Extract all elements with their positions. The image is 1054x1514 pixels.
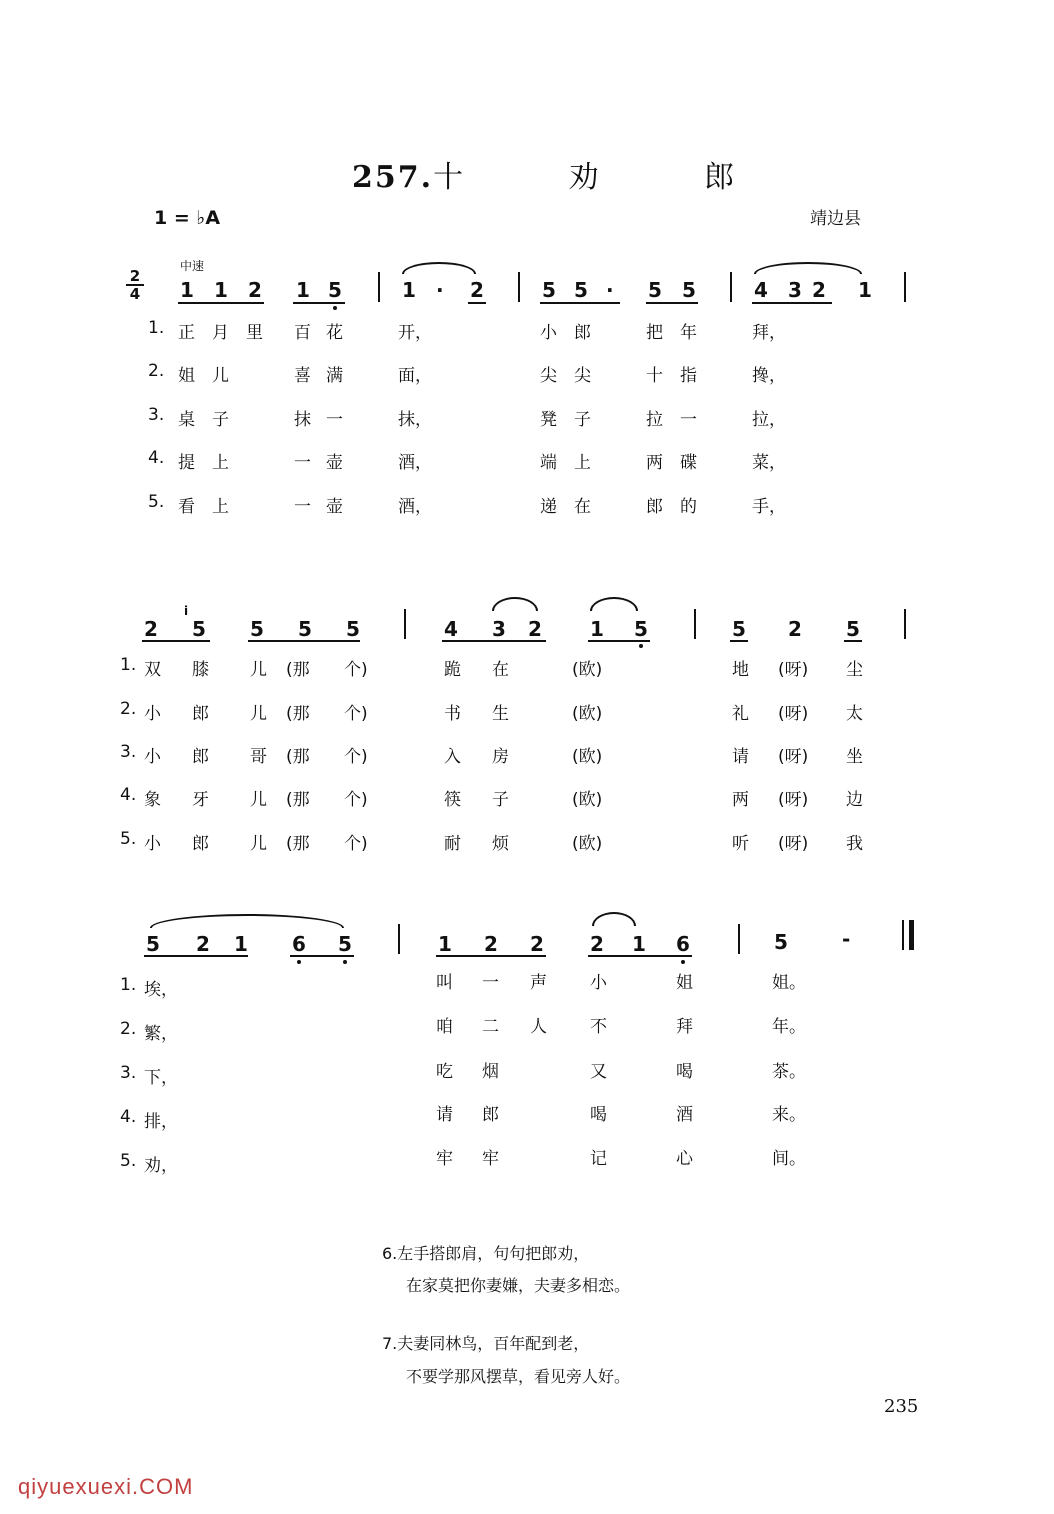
lyric: 把 — [646, 323, 663, 343]
lyric: 听 — [732, 834, 749, 854]
lyric: 排， — [144, 1112, 178, 1132]
lyric: 子 — [212, 410, 229, 430]
note: 5 — [192, 617, 206, 641]
lyric: (那 — [286, 790, 310, 810]
lyric: 姐 — [676, 973, 693, 993]
lyric: 象 — [144, 790, 161, 810]
lyric: 拜 — [676, 1017, 693, 1037]
lyric: 壶 — [326, 453, 343, 473]
lyric: 年。 — [772, 1017, 806, 1037]
lyric: 郎 — [192, 834, 209, 854]
lyric: 我 — [846, 834, 863, 854]
lyric: 里 — [246, 323, 263, 343]
lyric: 抹， — [398, 410, 432, 430]
lyric: 请 — [732, 747, 749, 767]
lyric: 跪 — [444, 660, 461, 680]
slur — [590, 597, 638, 611]
lyric: 一 — [294, 497, 311, 517]
region-label: 靖边县 — [810, 209, 861, 229]
verse-7-line-2: 不要学那风摆草，看见旁人好。 — [406, 1367, 631, 1386]
tempo-marking: 中速 — [180, 259, 205, 273]
note: 5 — [542, 278, 556, 302]
lyric: 儿 — [250, 790, 267, 810]
lyric: 个) — [344, 704, 368, 724]
low-octave-dot — [639, 644, 643, 648]
lyric: 个) — [344, 834, 368, 854]
verse-number: 2. — [120, 699, 137, 719]
lyric: 个) — [344, 747, 368, 767]
lyric: 桌 — [178, 410, 195, 430]
song-number: 257. — [352, 160, 434, 195]
verse-number: 1. — [148, 318, 165, 338]
lyric: 小 — [590, 973, 607, 993]
lyric: 拉， — [752, 410, 786, 430]
note: 2 — [470, 278, 484, 302]
final-barline-thick — [909, 920, 914, 950]
lyric: 酒 — [676, 1105, 693, 1125]
lyric: (欧) — [572, 790, 603, 810]
lyric: 生 — [492, 704, 509, 724]
lyric: 书 — [444, 704, 461, 724]
verse-number: 3. — [148, 405, 165, 425]
lyric: 小 — [144, 747, 161, 767]
lyric: 花 — [326, 323, 343, 343]
lyric: 埃， — [144, 980, 178, 1000]
underline — [588, 640, 650, 642]
lyric: 烟 — [482, 1062, 499, 1082]
verse-number: 4. — [120, 785, 137, 805]
verse-number: 1. — [120, 975, 137, 995]
lyric: (呀) — [778, 747, 809, 767]
lyric: 递 — [540, 497, 557, 517]
underline — [178, 302, 264, 304]
lyric: (欧) — [572, 747, 603, 767]
verse-number: 1. — [120, 655, 137, 675]
note: 4 — [754, 278, 768, 302]
note: 1 — [296, 278, 310, 302]
lyric: 提 — [178, 453, 195, 473]
note: 2 — [528, 617, 542, 641]
lyric: 太 — [846, 704, 863, 724]
lyric: 一 — [326, 410, 343, 430]
note: 2 — [248, 278, 262, 302]
lyric: 喝 — [676, 1062, 693, 1082]
lyric: 碟 — [680, 453, 697, 473]
note: 5 — [298, 617, 312, 641]
verse-number: 4. — [120, 1107, 137, 1127]
key-signature: 1 = ♭A — [154, 207, 221, 229]
verse-6-line-2: 在家莫把你妻嫌，夫妻多相恋。 — [406, 1276, 631, 1295]
underline — [293, 302, 345, 304]
lyric: 小 — [144, 834, 161, 854]
lyric: 不 — [590, 1017, 607, 1037]
augmentation-dot: · — [436, 278, 444, 302]
lyric: 郎 — [482, 1105, 499, 1125]
lyric: 边 — [846, 790, 863, 810]
barline — [694, 609, 696, 639]
lyric: 个) — [344, 790, 368, 810]
meter-bottom: 4 — [129, 285, 141, 303]
note: 2 — [812, 278, 826, 302]
verse-number: 5. — [120, 1151, 137, 1171]
note: 1 — [214, 278, 228, 302]
underline — [540, 302, 620, 304]
lyric: 膝 — [192, 660, 209, 680]
verse-number: 5. — [148, 492, 165, 512]
low-octave-dot — [297, 960, 301, 964]
lyric: 牢 — [436, 1149, 453, 1169]
note: 1 — [858, 278, 872, 302]
verse-7-line-1: 7.夫妻同林鸟，百年配到老， — [382, 1334, 590, 1353]
barline — [518, 272, 520, 302]
note: 5 — [574, 278, 588, 302]
lyric: 姐。 — [772, 973, 806, 993]
underline — [144, 955, 248, 957]
note: 5 — [346, 617, 360, 641]
note: 3 — [492, 617, 506, 641]
verse-number: 5. — [120, 829, 137, 849]
lyric: 繁， — [144, 1024, 178, 1044]
note: 3 — [788, 278, 802, 302]
lyric: 小 — [144, 704, 161, 724]
underline — [730, 640, 748, 642]
time-signature — [126, 268, 144, 302]
lyric: 郎 — [574, 323, 591, 343]
lyric: 地 — [732, 660, 749, 680]
lyric: 吃 — [436, 1062, 453, 1082]
lyric: 酒， — [398, 497, 432, 517]
lyric: 指 — [680, 366, 697, 386]
lyric: 房 — [492, 747, 509, 767]
note: 6 — [676, 932, 690, 956]
lyric: 的 — [680, 497, 697, 517]
lyric: 儿 — [250, 704, 267, 724]
lyric: 尖 — [574, 366, 591, 386]
lyric: 子 — [574, 410, 591, 430]
lyric: 郎 — [646, 497, 663, 517]
underline — [248, 640, 360, 642]
lyric: 月 — [212, 323, 229, 343]
barline — [904, 272, 906, 302]
page-number: 235 — [884, 1396, 919, 1417]
slur — [150, 914, 344, 928]
lyric: 在 — [574, 497, 591, 517]
note: 1 — [438, 932, 452, 956]
lyric: 郎 — [192, 747, 209, 767]
lyric: 端 — [540, 453, 557, 473]
lyric: 请 — [436, 1105, 453, 1125]
lyric: 儿 — [212, 366, 229, 386]
lyric: (呀) — [778, 660, 809, 680]
lyric: 手， — [752, 497, 786, 517]
lyric: 叫 — [436, 973, 453, 993]
lyric: (欧) — [572, 834, 603, 854]
lyric: 面， — [398, 366, 432, 386]
lyric: 牙 — [192, 790, 209, 810]
lyric: 姐 — [178, 366, 195, 386]
lyric: (那 — [286, 747, 310, 767]
slur — [754, 262, 862, 274]
verse-number: 3. — [120, 1063, 137, 1083]
final-barline-thin — [902, 920, 904, 950]
lyric: 开， — [398, 323, 432, 343]
lyric: 坐 — [846, 747, 863, 767]
lyric: 下， — [144, 1068, 178, 1088]
lyric: 筷 — [444, 790, 461, 810]
note: 2 — [590, 932, 604, 956]
grace-note: i — [184, 604, 189, 618]
note: 1 — [402, 278, 416, 302]
note: 5 — [774, 930, 788, 954]
note: 5 — [732, 617, 746, 641]
lyric: 儿 — [250, 660, 267, 680]
augmentation-dot: · — [606, 278, 614, 302]
note: 2 — [530, 932, 544, 956]
lyric: (那 — [286, 660, 310, 680]
lyric: 劝， — [144, 1156, 178, 1176]
verse-number: 2. — [148, 361, 165, 381]
underline — [436, 955, 546, 957]
lyric: 又 — [590, 1062, 607, 1082]
lyric: 郎 — [192, 704, 209, 724]
barline — [404, 609, 406, 639]
lyric: 记 — [590, 1149, 607, 1169]
note: 5 — [250, 617, 264, 641]
note: 5 — [682, 278, 696, 302]
note: 1 — [234, 932, 248, 956]
barline — [730, 272, 732, 302]
lyric: (那 — [286, 834, 310, 854]
note: 5 — [648, 278, 662, 302]
verse-6-line-1: 6.左手搭郎肩，句句把郎劝， — [382, 1244, 590, 1263]
lyric: 十 — [646, 366, 663, 386]
lyric: (呀) — [778, 790, 809, 810]
lyric: 入 — [444, 747, 461, 767]
note: 4 — [444, 617, 458, 641]
low-octave-dot — [681, 960, 685, 964]
note: 5 — [328, 278, 342, 302]
slur — [492, 597, 538, 611]
underline — [142, 640, 210, 642]
lyric: 凳 — [540, 410, 557, 430]
low-octave-dot — [333, 306, 337, 310]
lyric: 心 — [676, 1149, 693, 1169]
lyric: 耐 — [444, 834, 461, 854]
lyric: 看 — [178, 497, 195, 517]
lyric: (欧) — [572, 660, 603, 680]
lyric: 礼 — [732, 704, 749, 724]
lyric: 年 — [680, 323, 697, 343]
lyric: 小 — [540, 323, 557, 343]
lyric: 尘 — [846, 660, 863, 680]
lyric: 子 — [492, 790, 509, 810]
underline — [468, 302, 486, 304]
note: 1 — [180, 278, 194, 302]
lyric: 儿 — [250, 834, 267, 854]
barline — [904, 609, 906, 639]
lyric: 哥 — [250, 747, 267, 767]
lyric: 来。 — [772, 1105, 806, 1125]
lyric: 拜， — [752, 323, 786, 343]
lyric: 烦 — [492, 834, 509, 854]
lyric: 声 — [530, 973, 547, 993]
note: 5 — [146, 932, 160, 956]
lyric: 喜 — [294, 366, 311, 386]
verse-number: 4. — [148, 448, 165, 468]
underline — [442, 640, 546, 642]
lyric: 上 — [212, 453, 229, 473]
lyric: 拉 — [646, 410, 663, 430]
slur — [592, 912, 636, 926]
lyric: (呀) — [778, 704, 809, 724]
lyric: 牢 — [482, 1149, 499, 1169]
lyric: 壶 — [326, 497, 343, 517]
lyric: 茶。 — [772, 1062, 806, 1082]
barline — [378, 272, 380, 302]
lyric: (那 — [286, 704, 310, 724]
dash: - — [842, 927, 851, 951]
lyric: 尖 — [540, 366, 557, 386]
lyric: 上 — [212, 497, 229, 517]
lyric: 在 — [492, 660, 509, 680]
slur — [402, 262, 476, 274]
lyric: 抹 — [294, 410, 311, 430]
lyric: 人 — [530, 1017, 547, 1037]
lyric: 满 — [326, 366, 343, 386]
lyric: 咱 — [436, 1017, 453, 1037]
note: 5 — [634, 617, 648, 641]
song-title — [352, 152, 782, 196]
note: 2 — [196, 932, 210, 956]
lyric: 两 — [646, 453, 663, 473]
song-name: 十 劝 郎 — [433, 160, 783, 195]
barline — [738, 924, 740, 954]
note: 2 — [484, 932, 498, 956]
lyric: 正 — [178, 323, 195, 343]
note: 2 — [144, 617, 158, 641]
underline — [844, 640, 862, 642]
underline — [752, 302, 832, 304]
lyric: 一 — [680, 410, 697, 430]
lyric: 上 — [574, 453, 591, 473]
lyric: (欧) — [572, 704, 603, 724]
lyric: 搀， — [752, 366, 786, 386]
underline — [588, 955, 692, 957]
note: 6 — [292, 932, 306, 956]
lyric: 个) — [344, 660, 368, 680]
underline — [290, 955, 354, 957]
lyric: 菜， — [752, 453, 786, 473]
lyric: 百 — [294, 323, 311, 343]
lyric: 二 — [482, 1017, 499, 1037]
lyric: 间。 — [772, 1149, 806, 1169]
note: 5 — [338, 932, 352, 956]
watermark: qiyuexuexi.COM — [18, 1474, 194, 1499]
note: 1 — [590, 617, 604, 641]
lyric: 一 — [294, 453, 311, 473]
note: 1 — [632, 932, 646, 956]
verse-number: 3. — [120, 742, 137, 762]
lyric: 两 — [732, 790, 749, 810]
lyric: 酒， — [398, 453, 432, 473]
meter-top: 2 — [129, 267, 141, 285]
lyric: 一 — [482, 973, 499, 993]
barline — [398, 924, 400, 954]
lyric: (呀) — [778, 834, 809, 854]
underline — [646, 302, 698, 304]
low-octave-dot — [343, 960, 347, 964]
note: 2 — [788, 617, 802, 641]
verse-number: 2. — [120, 1019, 137, 1039]
lyric: 喝 — [590, 1105, 607, 1125]
lyric: 双 — [144, 660, 161, 680]
note: 5 — [846, 617, 860, 641]
